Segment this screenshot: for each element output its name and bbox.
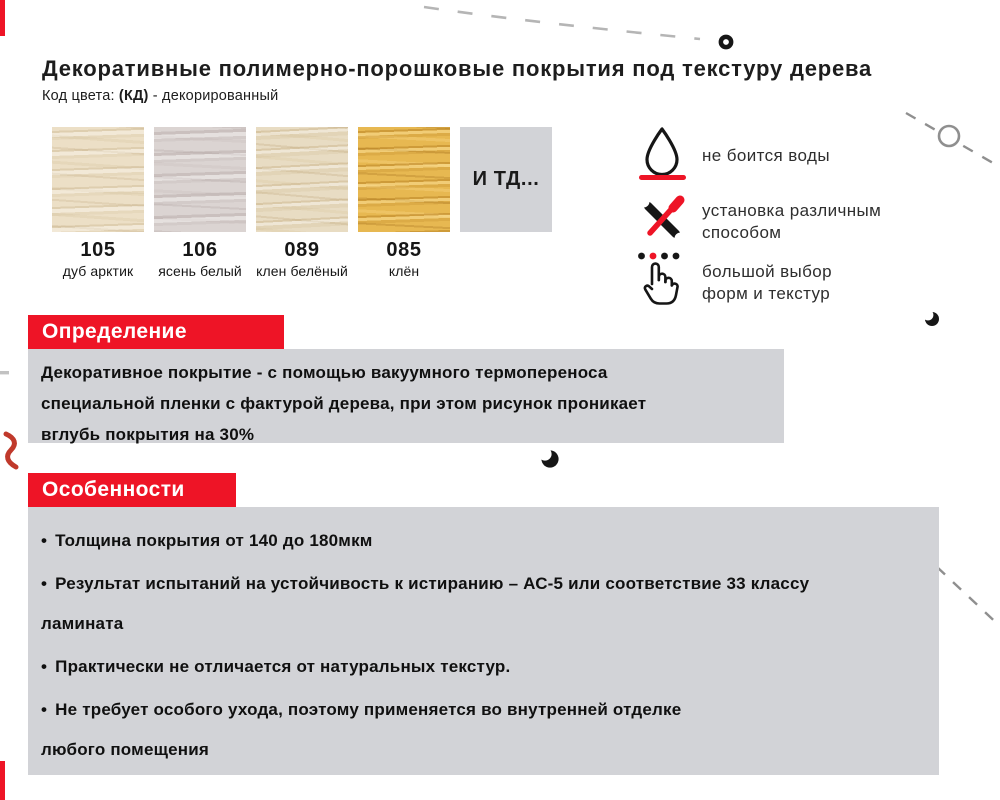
definition-heading: Определение <box>28 315 284 349</box>
definition-panel <box>28 349 784 443</box>
wood-swatch-106 <box>154 127 246 232</box>
comma-mark-large <box>538 447 558 467</box>
color-code-note: Код цвета: (КД) - декорированный <box>42 88 279 104</box>
red-edge-bar-top <box>0 0 5 36</box>
wrench-screwdriver-icon <box>636 195 688 248</box>
swatch-name: дуб арктик <box>62 263 134 279</box>
definition-body: Декоративное покрытие - с помощью вакуумного термопереноса специальной пленки с фактурой дерева, при этом рисунок проникает вглубь покрытия на 30% <box>41 363 647 444</box>
swatch-name: клен белёный <box>256 263 348 279</box>
properties-panel <box>28 507 939 775</box>
dashed-line-right <box>937 567 1000 630</box>
red-edge-bar-bottom <box>0 761 5 800</box>
feature-label: установка различным способом <box>702 200 882 242</box>
swatch-cell <box>256 127 348 279</box>
properties-heading: Особенности <box>28 473 236 507</box>
swatch-code: 085 <box>386 239 422 261</box>
swatch-cell <box>52 127 144 279</box>
tap-selection-icon <box>636 250 688 315</box>
swatch-code: 106 <box>182 239 218 261</box>
feature-installation <box>636 195 966 248</box>
feature-water <box>636 124 966 187</box>
wood-swatch-089 <box>256 127 348 232</box>
donut-dot <box>719 35 734 50</box>
feature-list <box>636 124 966 315</box>
property-item: • Не требует особого ухода, поэтому применяется во внутренней отделке любого помещения <box>41 690 701 770</box>
swatch-code: 105 <box>80 239 116 261</box>
property-item: • Толщина покрытия от 140 до 180мкм <box>41 521 919 561</box>
page-title: Декоративные полимерно-порошковые покрытия под текстуру дерева <box>42 56 873 81</box>
swatch-row <box>52 127 552 279</box>
wood-swatch-085 <box>358 127 450 232</box>
swatch-name: клён <box>388 263 420 279</box>
swatch-name: ясень белый <box>158 263 242 279</box>
properties-list <box>41 521 919 770</box>
property-item: • Практически не отличается от натуральных текстур. <box>41 647 919 687</box>
dashed-line-top <box>424 7 700 39</box>
etc-box <box>460 127 552 232</box>
property-item: • Результат испытаний на устойчивость к истиранию – АС-5 или соответствие 33 классу ламината <box>41 564 836 644</box>
water-drop-icon <box>636 124 688 187</box>
etc-label: И ТД... <box>472 168 540 190</box>
feature-label: не боится воды <box>702 145 830 165</box>
feature-label: большой выбор форм и текстур <box>702 261 833 303</box>
swatch-cell <box>154 127 246 279</box>
wood-swatch-105 <box>52 127 144 232</box>
swatch-cell <box>358 127 450 279</box>
feature-choice <box>636 250 966 315</box>
swatch-code: 089 <box>284 239 320 261</box>
gray-tick <box>0 371 9 374</box>
red-squiggle <box>6 434 16 467</box>
